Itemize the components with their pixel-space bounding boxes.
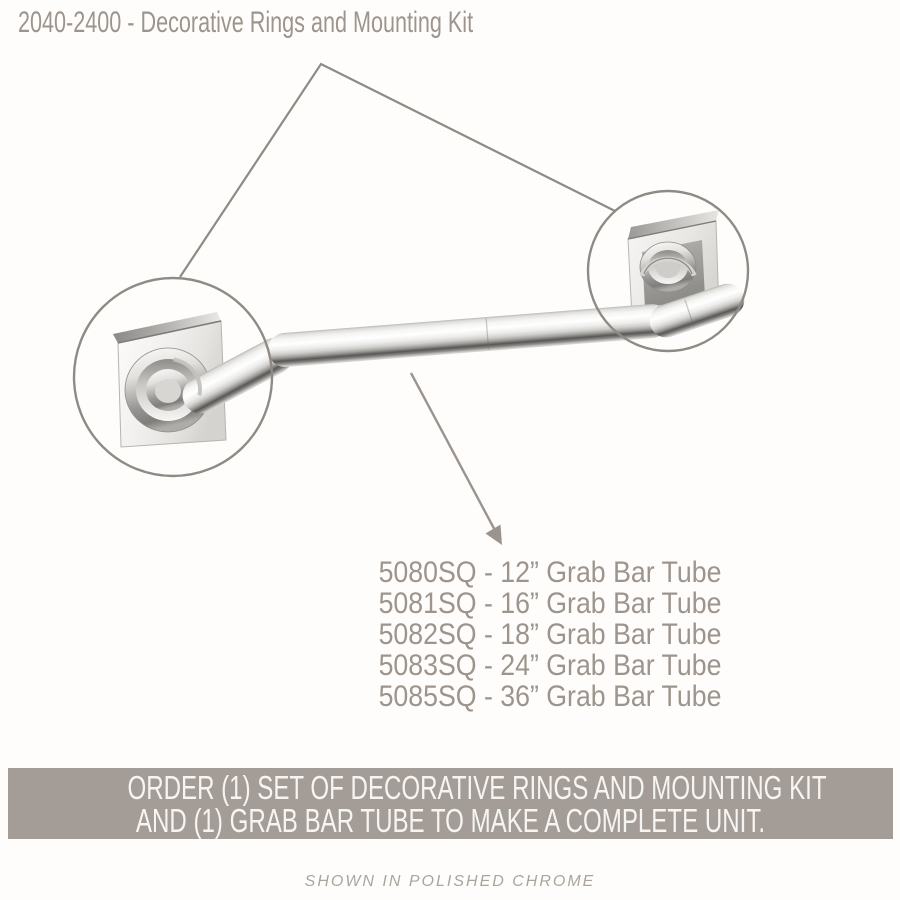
parts-list-item: 5080SQ - 12” Grab Bar Tube: [378, 556, 722, 589]
order-note-banner: [8, 768, 893, 839]
callout-leader-lines: [180, 64, 615, 277]
parts-list: [372, 557, 728, 712]
page-title: 2040-2400 - Decorative Rings and Mounting Kit: [18, 6, 474, 39]
arrow-to-parts-list: [411, 373, 502, 545]
parts-list-item: 5082SQ - 18” Grab Bar Tube: [378, 618, 722, 651]
parts-list-item: 5083SQ - 24” Grab Bar Tube: [378, 649, 722, 682]
finish-note: SHOWN IN POLISHED CHROME: [304, 873, 596, 890]
parts-list-item: 5081SQ - 16” Grab Bar Tube: [378, 587, 722, 620]
order-note-line-1: ORDER (1) SET OF DECORATIVE RINGS AND MOUNTING KIT: [127, 768, 827, 806]
parts-list-item: 5085SQ - 36” Grab Bar Tube: [378, 680, 722, 713]
order-note-line-2: AND (1) GRAB BAR TUBE TO MAKE A COMPLETE UNIT.: [135, 801, 766, 839]
